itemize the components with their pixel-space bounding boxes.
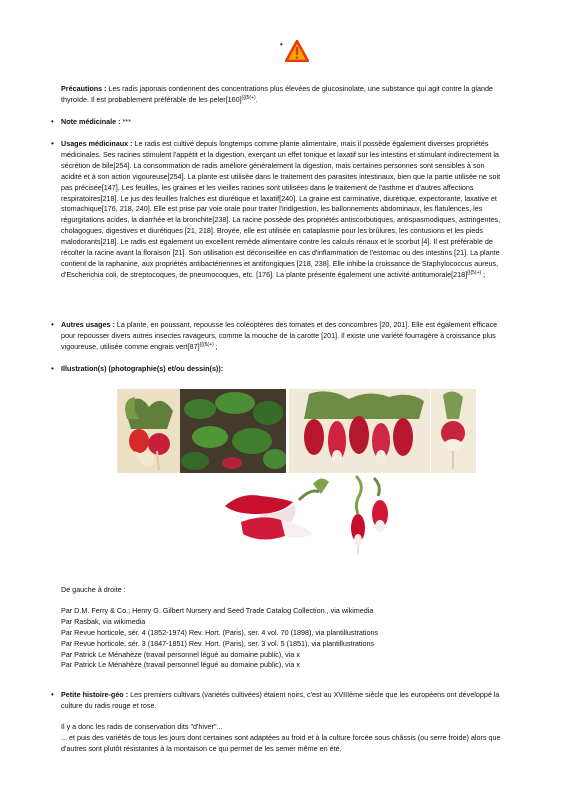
histoire-paragraph-3: ... et puis des variétés de tous les jours dont certaines sont adaptées au froid et à la culture forcée sous châssis (ou serre froide) alors que d'autres sont plutôt résistantes à la montaison ce qui permet de les semer même en été. <box>61 732 501 753</box>
credit-line: Par Revue horticole, sér. 3 (1847-1851) Rev. Hort. (Paris), ser. 3 vol. 5 (1851), via plantillustrations <box>61 638 375 648</box>
precautions-sup: {{{5(+) <box>241 94 256 101</box>
illustrations-item <box>51 364 506 375</box>
histoire-paragraph-2: Il y a donc les radis de conservation dits "d'hiver"... <box>61 721 223 731</box>
warning-triangle-icon <box>285 40 309 62</box>
bullet-icon: • <box>51 139 54 148</box>
illustrations-label: Illustration(s) (photographie(s) et/ou dessin(s)): <box>61 364 224 373</box>
precautions-text: Les radis japonais contiennent des concentrations plus élevées de glucosinolate, une substance qui agit contre la glande thyroïde. Il est probablement préférable de les peler[160] <box>61 84 493 104</box>
autres-usages-label: Autres usages : <box>61 320 115 329</box>
illustration-seed-catalog <box>117 389 180 473</box>
precautions-end: . <box>255 94 258 104</box>
autres-usages-item <box>51 320 506 353</box>
usages-medicinaux-item <box>51 139 506 281</box>
histoire-label: Petite histoire-géo : <box>61 690 129 699</box>
usages-medicinaux-sup: {{{5(+) <box>467 269 482 276</box>
note-value: *** <box>120 117 131 126</box>
usages-medicinaux-end: ; <box>481 269 486 279</box>
autres-usages-end: ; <box>213 341 218 351</box>
autres-usages-text: La plante, en poussant, repousse les coléoptères des tomates et des concombres [20, 201]. Elle est également efficace pour repousser divers autres insectes ravageurs, comme la mouche de la carotte [201]. Il existe une variété fourragère à croissance plus vigoureuse, utilisée comme engrais vert[87] <box>61 320 498 351</box>
precautions-label: Précautions : <box>61 84 107 93</box>
histoire-item <box>51 690 506 755</box>
credit-line: Par D.M. Ferry & Co.; Henry G. Gilbert Nursery and Seed Trade Catalog Collection., via wikimedia <box>61 605 374 615</box>
photo-radish-plants <box>180 389 286 473</box>
warning-bullet: • <box>280 40 283 49</box>
credit-line: Par Revue horticole, sér. 4 (1852-1974) Rev. Hort. (Paris), ser. 4 vol. 70 (1898), via plantillustrations <box>61 627 379 637</box>
credits-section <box>61 585 521 671</box>
autres-usages-sup: {{{5(+) <box>199 341 214 348</box>
credit-line: Par Patrick Le Ménahèze (travail personnel légué au domaine public), via x <box>61 649 300 659</box>
usages-medicinaux-label: Usages médicinaux : <box>61 139 133 148</box>
photo-radishes-hanging <box>334 474 396 554</box>
credits-intro: De gauche à droite : <box>61 585 126 594</box>
credit-line: Par Patrick Le Ménahèze (travail personnel légué au domaine public), via x <box>61 660 300 670</box>
illustration-revue-horticole-1851 <box>431 389 476 473</box>
bullet-icon: • <box>51 117 54 126</box>
bullet-icon: • <box>51 320 54 329</box>
usages-medicinaux-text: Le radis est cultivé depuis longtemps comme plante alimentaire, mais il possède également diverses propriétés médicinales. Ses racines stimulent l'appétit et la digestion, exerçant un effet tonique et laxatif sur les intestins et stimulant indirectement la sécrétion de bile[254]. La consommation de radis améliore généralement la digestion, mais certaines personnes sont sensibles à son acidité et à son action vigoureuse[254]. La plante est utilisée dans le traitement des parasites intestinaux, bien que la partie utilisée ne soit pas précisée[147]. Les feuilles, les graines et les vieilles racines sont utilisées dans le traitement de l'asthme et d'autres affections respiratoires[218]. Le jus des feuilles fraîches est diurétique et laxatif[240]. La graine est carminative, diurétique, expectorante, laxative et stomachique[176, 218, 240]. Elle est prise par voie orale pour traiter l'indigestion, les ballonnements abdominaux, les flatulences, les régurgitations acides, la diarrhée et la bronchite[238]. La racine possède des propriétés antiscorbutiques, antispasmodiques, astringentes, cholagogues, digestives et diurétiques [21, 218]. Broyée, elle est utilisée en cataplasme pour les brûlures, les contusions et les pieds malodorants[218]. Le radis est également un excellent remède alimentaire contre les calculs rénaux et le scorbut [4]. Il est préférable de récolter la racine avant la floraison [21]. Son utilisation est déconseillée en cas d'inflammation de l'estomac ou des intestins [21]. La plante contient de la raphanine, aux propriétés antibactériennes et antifongiques [218, 238]. Elle inhibe la croissance de Staphylococcus aureus, d'Escherichia coli, de streptocoques, de pneumocoques, etc. [176]. La plante présente également une activité antitumorale[218] <box>61 139 501 279</box>
photo-radishes-leaning <box>221 474 331 554</box>
bullet-icon: • <box>51 690 54 699</box>
illustration-revue-horticole-1898 <box>289 389 430 473</box>
histoire-text: Les premiers cultivars (variétés cultivées) étaient noirs, c'est au XVIIIème siècle que les européens ont développé la culture du radis rouge et rose. <box>61 690 500 710</box>
note-medicinale-item <box>51 117 506 128</box>
precautions-paragraph <box>61 84 506 106</box>
bullet-icon: • <box>51 364 54 373</box>
note-label: Note médicinale : <box>61 117 121 126</box>
credit-line: Par Rasbak, via wikimedia <box>61 616 146 626</box>
